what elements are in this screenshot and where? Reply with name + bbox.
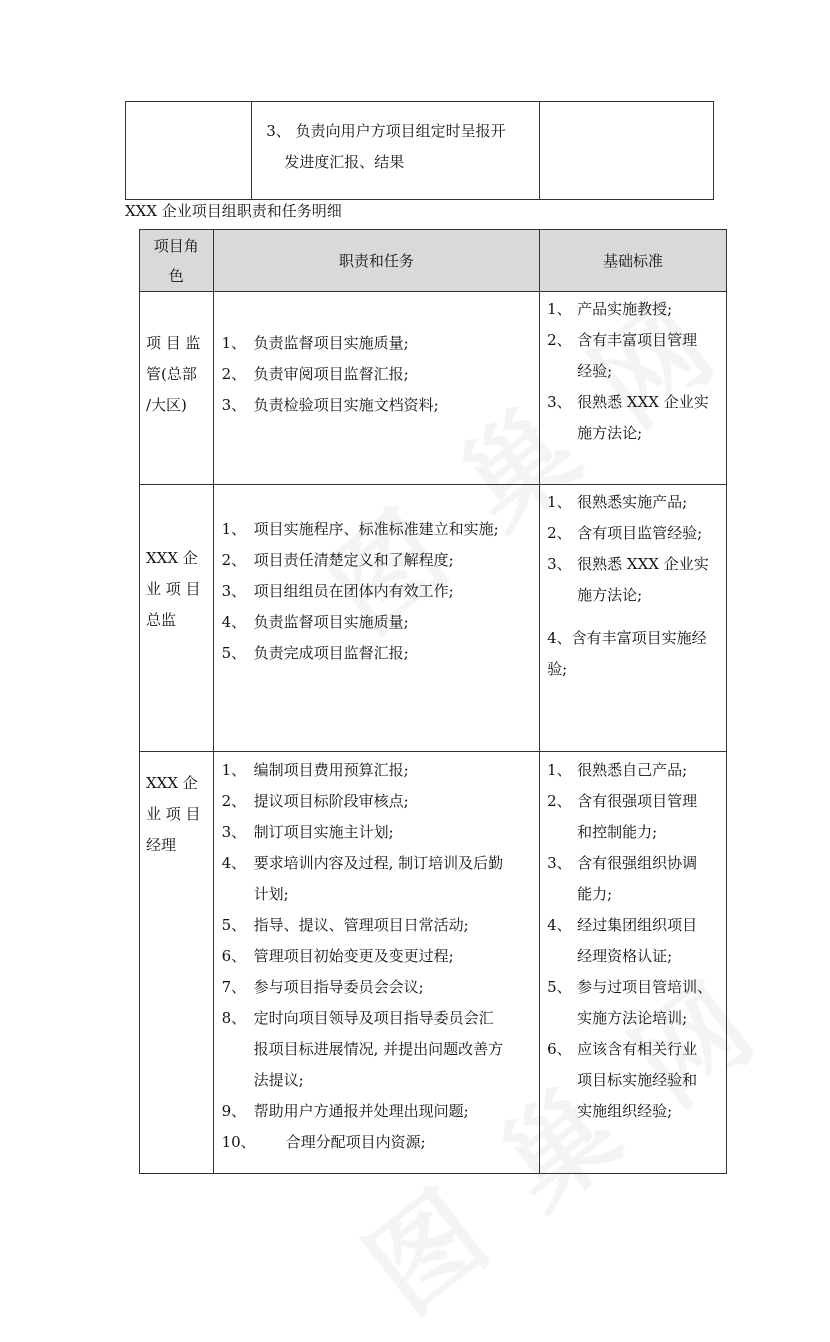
standards-cell [540, 292, 727, 485]
duty-item: 9、 帮助用户方通报并处理出现问题; [221, 1102, 469, 1120]
duties-cell [213, 292, 540, 485]
table-row [140, 485, 727, 752]
continued-standard-cell [539, 102, 713, 200]
role-line: XXX 企 [146, 774, 198, 792]
standard-item: 2、 含有项目监管经验; [547, 524, 703, 542]
duty-item: 5、 负责完成项目监督汇报; [221, 644, 409, 662]
standard-item: 3、 很熟悉 XXX 企业实 [547, 393, 709, 411]
spacer [547, 611, 722, 623]
duty-item: 2、 负责审阅项目监督汇报; [221, 365, 409, 383]
standard-item: 项目标实施经验和 [577, 1071, 698, 1089]
standard-item: 验; [547, 660, 568, 678]
duty-item: 计划; [253, 885, 289, 903]
standard-item: 实施组织经验; [577, 1102, 673, 1120]
standard-item: 3、 很熟悉 XXX 企业实 [547, 555, 709, 573]
duties-cell [213, 485, 540, 752]
standard-item: 2、 含有丰富项目管理 [547, 331, 698, 349]
role-cell [140, 292, 214, 485]
duty-item: 4、 负责监督项目实施质量; [221, 613, 409, 631]
table-header-row [140, 230, 727, 292]
standard-item: 5、 参与过项目管培训、 [547, 978, 713, 996]
duty-item: 3、 制订项目实施主计划; [221, 823, 394, 841]
standard-item: 1、 很熟悉自己产品; [547, 761, 688, 779]
standard-item: 能力; [577, 885, 613, 903]
duty-item: 3、 负责检验项目实施文档资料; [221, 396, 439, 414]
role-line: 业 项 目 [146, 805, 201, 823]
standard-item: 3、 含有很强组织协调 [547, 854, 698, 872]
role-line: 经理 [146, 836, 177, 854]
standard-item: 实施方法论培训; [577, 1009, 688, 1027]
duty-item: 1、 项目实施程序、标准标准建立和实施; [221, 520, 499, 538]
table-caption: XXX 企业项目组职责和任务明细 [125, 202, 342, 220]
standard-item: 1、 很熟悉实施产品; [547, 493, 688, 511]
duty-item: 1、 编制项目费用预算汇报; [221, 761, 409, 779]
standard-item: 施方法论; [577, 424, 643, 442]
duty-item: 2、 项目责任清楚定义和了解程度; [221, 551, 454, 569]
duty-item: 法提议; [253, 1071, 304, 1089]
duties-table [139, 229, 727, 1174]
duty-item: 2、 提议项目标阶段审核点; [221, 792, 409, 810]
standard-item: 经理资格认证; [577, 947, 673, 965]
header-duties: 职责和任务 [213, 230, 540, 292]
header-standards: 基础标准 [540, 230, 727, 292]
standards-cell [540, 485, 727, 752]
continued-duty-cell [252, 102, 540, 200]
standard-item: 经验; [577, 362, 613, 380]
role-line: XXX 企 [146, 549, 198, 567]
duty-item: 1、 负责监督项目实施质量; [221, 334, 409, 352]
duty-item: 8、 定时向项目领导及项目指导委员会汇 [221, 1009, 494, 1027]
header-role [140, 230, 214, 292]
role-line: 业 项 目 [146, 580, 201, 598]
role-cell [140, 752, 214, 1174]
role-line: 管(总部 [146, 365, 197, 383]
standard-item: 和控制能力; [577, 823, 658, 841]
duty-item: 报项目标进展情况, 并提出问题改善方 [253, 1040, 504, 1058]
standard-item: 1、 产品实施教授; [547, 300, 673, 318]
role-line: 总监 [146, 611, 177, 629]
table-row [140, 292, 727, 485]
standard-item: 施方法论; [577, 586, 643, 604]
continued-duty-line: 发进度汇报、结果 [284, 153, 405, 171]
duty-item: 4、 要求培训内容及过程, 制订培训及后勤 [221, 854, 504, 872]
header-role-line: 色 [168, 266, 184, 285]
table-row [140, 752, 727, 1174]
duty-item: 5、 指导、提议、管理项目日常活动; [221, 916, 469, 934]
duty-item: 3、 项目组组员在团体内有效工作; [221, 582, 454, 600]
header-role-line: 项目角 [153, 236, 199, 255]
role-line: 项 目 监 [146, 334, 201, 352]
standard-item: 6、 应该含有相关行业 [547, 1040, 698, 1058]
duty-item: 10、 合理分配项目内资源; [221, 1133, 426, 1151]
standard-item: 4、 经过集团组织项目 [547, 916, 698, 934]
duties-cell [213, 752, 540, 1174]
standards-cell [540, 752, 727, 1174]
role-line: /大区) [146, 396, 187, 414]
duty-item: 7、 参与项目指导委员会会议; [221, 978, 424, 996]
continued-duty-line: 3、 负责向用户方项目组定时呈报开 [266, 122, 506, 140]
continued-role-cell [126, 102, 252, 200]
standard-item: 2、 含有很强项目管理 [547, 792, 698, 810]
standard-item: 4、含有丰富项目实施经 [547, 629, 707, 647]
continued-table [125, 101, 714, 200]
duty-item: 6、 管理项目初始变更及变更过程; [221, 947, 454, 965]
role-cell [140, 485, 214, 752]
